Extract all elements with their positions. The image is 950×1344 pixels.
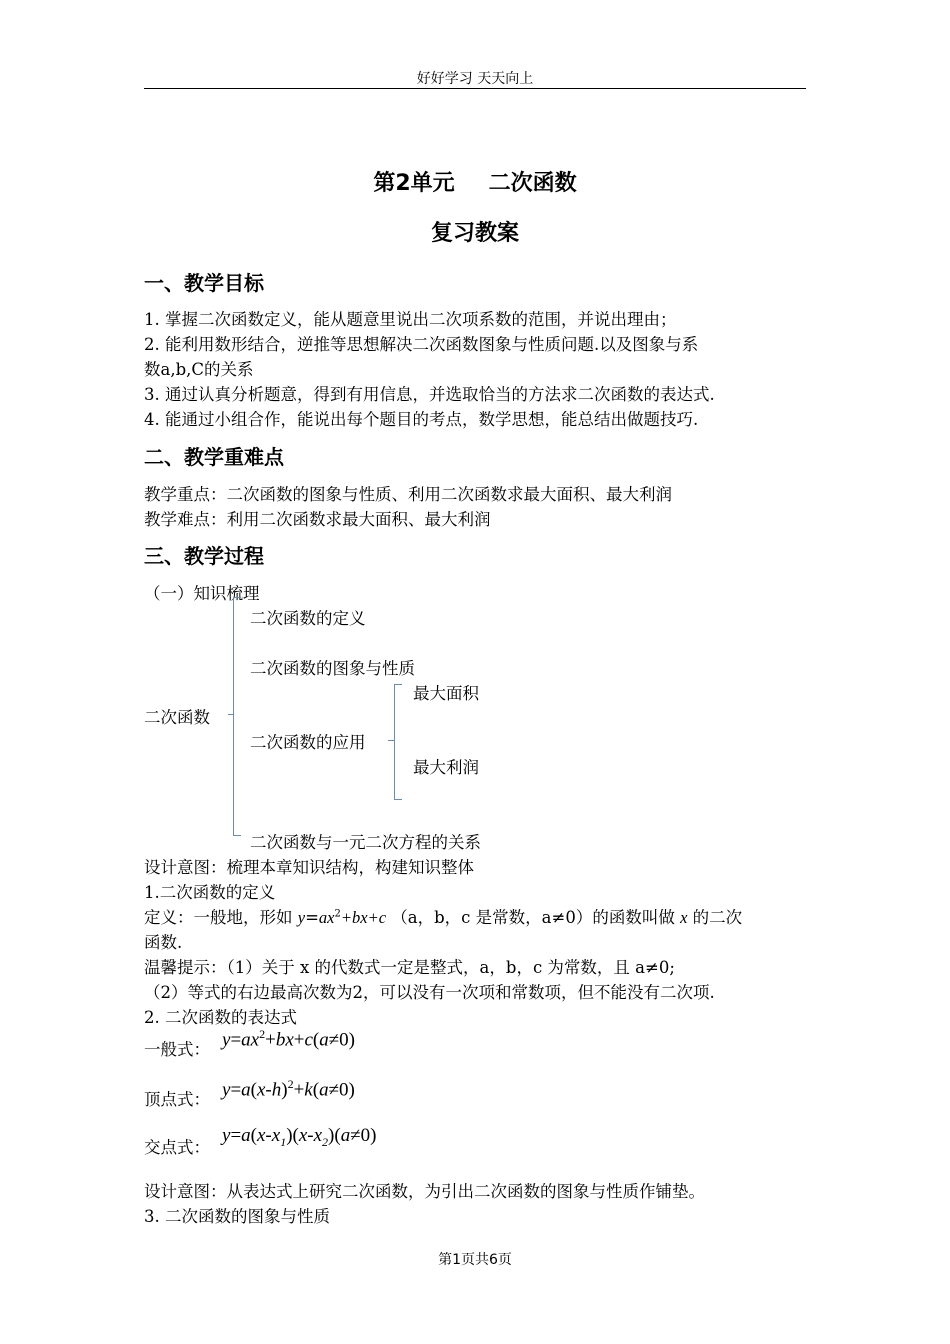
vertex-form-label: 顶点式： xyxy=(144,1090,210,1109)
tip-1: 温馨提示：（1）关于 x 的代数式一定是整式，a，b，c 为常数，且 a≠0; xyxy=(144,958,675,977)
tree-sub-brace xyxy=(394,684,395,799)
tree-brace-bottom xyxy=(233,835,241,836)
def-formula-exp: 2 xyxy=(334,908,341,920)
goal-item-1: 1. 掌握二次函数定义，能从题意里说出二次项系数的范围，并说出理由； xyxy=(144,310,677,329)
document-title xyxy=(0,166,950,197)
goal-item-2: 2. 能利用数形结合，逆推等思想解决二次函数图象与性质问题.以及图象与系 xyxy=(144,335,699,354)
definition-x: x xyxy=(680,908,688,927)
section-heading-goals: 一、教学目标 xyxy=(144,271,264,295)
expression-heading: 2. 二次函数的表达式 xyxy=(144,1008,297,1027)
document-subtitle: 复习教案 xyxy=(430,221,519,246)
section-heading-key-points: 二、教学重难点 xyxy=(144,445,284,469)
definition-prefix: 定义：一般地，形如 xyxy=(144,908,293,927)
definition-line-2: 函数. xyxy=(144,933,183,952)
goal-item-2-cont: 数a,b,C的关系 xyxy=(144,360,254,379)
tree-leaf-max-profit: 最大利润 xyxy=(413,758,479,777)
intercept-form-label: 交点式： xyxy=(144,1138,210,1157)
general-form-formula: $y=ax^2+bx+c(a\ne 0)$ xyxy=(222,1027,355,1051)
tree-leaf-max-area: 最大面积 xyxy=(413,684,479,703)
def-formula-eq: = xyxy=(305,908,319,927)
tree-brace-top xyxy=(233,597,241,598)
tree-sub-brace-bottom xyxy=(394,799,402,800)
title-topic: 二次函数 xyxy=(488,171,577,196)
subsection-knowledge: （一）知识梳理 xyxy=(144,584,260,603)
definition-mid: （a，b，c 是常数，a≠0）的函数叫做 xyxy=(391,908,675,927)
goal-item-3: 3. 通过认真分析题意，得到有用信息，并选取恰当的方法求二次函数的表达式. xyxy=(144,385,715,404)
section-heading-process: 三、教学过程 xyxy=(144,544,264,568)
general-form-label: 一般式： xyxy=(144,1040,210,1059)
page-header: 好好学习 天天向上 xyxy=(416,71,534,87)
design-intent-1: 设计意图：梳理本章知识结构，构建知识整体 xyxy=(144,858,474,877)
def-formula-ax: ax xyxy=(318,908,335,927)
title-unit: 第2单元 xyxy=(373,171,455,196)
header-rule xyxy=(144,88,806,89)
key-point-text: 教学重点：二次函数的图象与性质、利用二次函数求最大面积、最大利润 xyxy=(144,485,672,504)
definition-end: 的二次 xyxy=(692,908,743,927)
intercept-form-formula: $y=a(x-x_1)(x-x_2)(a\ne 0)$ xyxy=(222,1125,377,1149)
tree-branch-application: 二次函数的应用 xyxy=(250,733,366,752)
design-intent-2: 设计意图：从表达式上研究二次函数，为引出二次函数的图象与性质作铺垫。 xyxy=(144,1182,705,1201)
definition-heading: 1.二次函数的定义 xyxy=(144,883,276,902)
goal-item-4: 4. 能通过小组合作，能说出每个题目的考点，数学思想，能总结出做题技巧. xyxy=(144,410,699,429)
tree-main-brace xyxy=(233,597,234,835)
tree-branch-definition: 二次函数的定义 xyxy=(250,609,366,628)
vertex-form-formula: $y=a(x-h)^2+k(a\ne 0)$ xyxy=(222,1077,355,1101)
graph-heading: 3. 二次函数的图象与性质 xyxy=(144,1207,330,1226)
page-footer: 第1页共6页 xyxy=(438,1252,512,1268)
definition-line xyxy=(144,904,742,928)
difficult-point-text: 教学难点：利用二次函数求最大面积、最大利润 xyxy=(144,510,491,529)
tree-branch-graph: 二次函数的图象与性质 xyxy=(250,659,415,678)
def-formula-y: y xyxy=(297,908,306,927)
def-formula-rest: +bx+c xyxy=(340,908,387,927)
tip-2: （2）等式的右边最高次数为2，可以没有一次项和常数项，但不能没有二次项. xyxy=(144,983,715,1002)
tree-root: 二次函数 xyxy=(144,708,210,727)
tree-sub-brace-top xyxy=(394,684,402,685)
tree-branch-equation: 二次函数与一元二次方程的关系 xyxy=(250,833,481,852)
